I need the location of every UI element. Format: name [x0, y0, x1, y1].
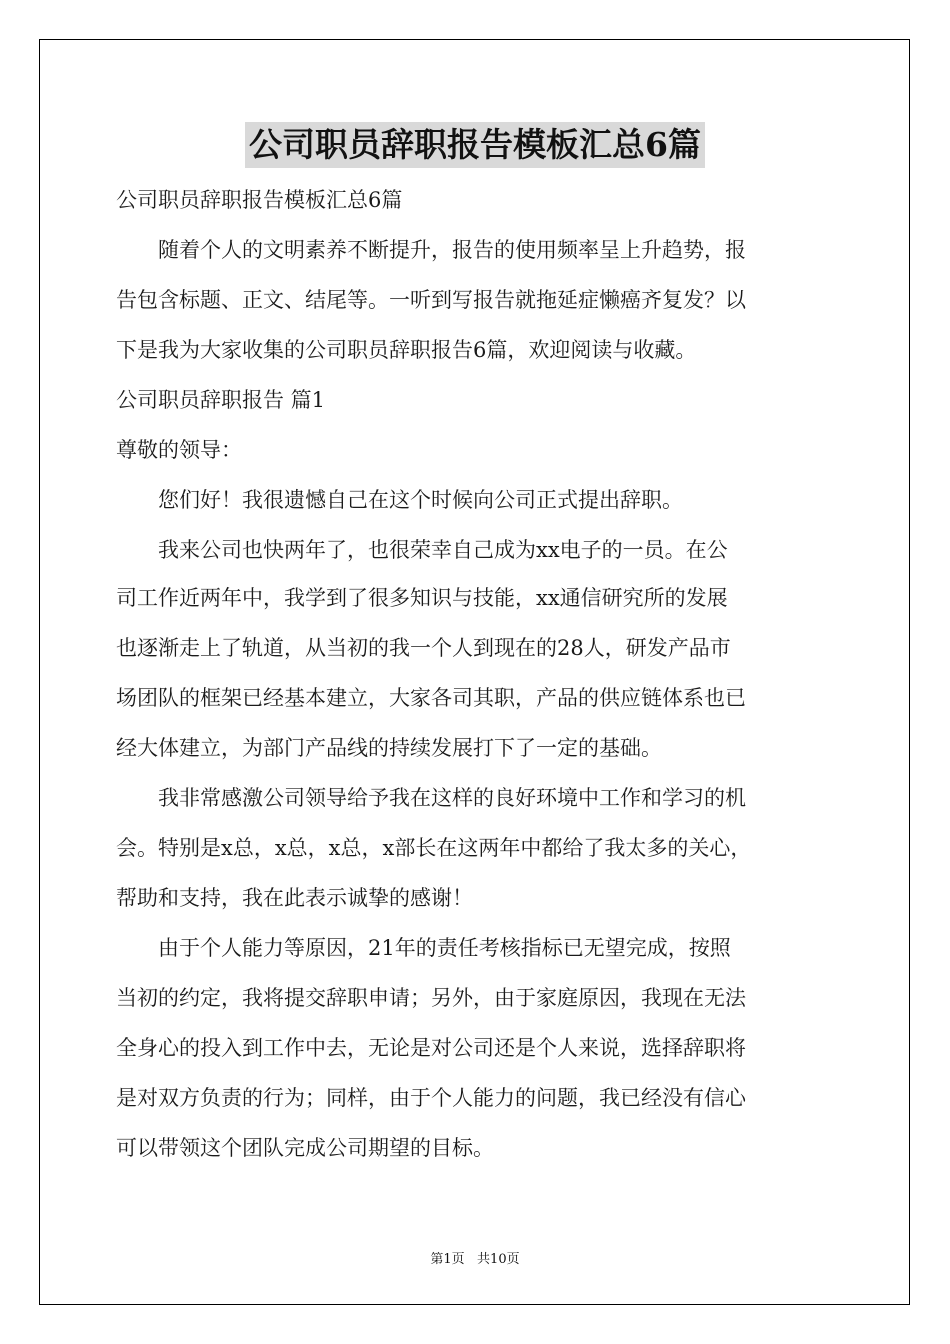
title-container: [0, 122, 950, 168]
body-line: 场团队的框架已经基本建立，大家各司其职，产品的供应链体系也已: [116, 686, 746, 710]
body-line: 当初的约定，我将提交辞职申请；另外，由于家庭原因，我现在无法: [116, 986, 746, 1010]
body-line: 可以带领这个团队完成公司期望的目标。: [116, 1136, 494, 1160]
body-line: 是对双方负责的行为；同样，由于个人能力的问题，我已经没有信心: [116, 1086, 746, 1110]
section-heading: 公司职员辞职报告 篇1: [116, 388, 326, 412]
body-line: 告包含标题、正文、结尾等。一听到写报告就拖延症懒癌齐复发？以: [116, 288, 746, 312]
page-number: 第1页 共10页: [430, 1252, 520, 1267]
body-line: 也逐渐走上了轨道，从当初的我一个人到现在的28人，研发产品市: [116, 636, 731, 660]
body-line: 经大体建立，为部门产品线的持续发展打下了一定的基础。: [116, 736, 662, 760]
body-line: 随着个人的文明素养不断提升，报告的使用频率呈上升趋势，报: [116, 238, 746, 262]
body-line: 全身心的投入到工作中去，无论是对公司还是个人来说，选择辞职将: [116, 1036, 746, 1060]
page-border: [39, 39, 910, 1305]
subtitle-line: 公司职员辞职报告模板汇总6篇: [116, 188, 403, 212]
document-title: 公司职员辞职报告模板汇总6篇: [245, 122, 705, 168]
body-line: 我来公司也快两年了，也很荣幸自己成为xx电子的一员。在公: [116, 538, 728, 562]
salutation: 尊敬的领导：: [116, 438, 242, 462]
body-line: 您们好！我很遗憾自己在这个时候向公司正式提出辞职。: [116, 488, 683, 512]
body-line: 下是我为大家收集的公司职员辞职报告6篇，欢迎阅读与收藏。: [116, 338, 697, 362]
body-line: 会。特别是x总，x总，x总，x部长在这两年中都给了我太多的关心，: [116, 836, 752, 860]
body-line: 由于个人能力等原因，21年的责任考核指标已无望完成，按照: [116, 936, 731, 960]
body-line: 帮助和支持，我在此表示诚挚的感谢！: [116, 886, 473, 910]
body-line: 我非常感激公司领导给予我在这样的良好环境中工作和学习的机: [116, 786, 746, 810]
body-line: 司工作近两年中，我学到了很多知识与技能，xx通信研究所的发展: [116, 586, 728, 610]
